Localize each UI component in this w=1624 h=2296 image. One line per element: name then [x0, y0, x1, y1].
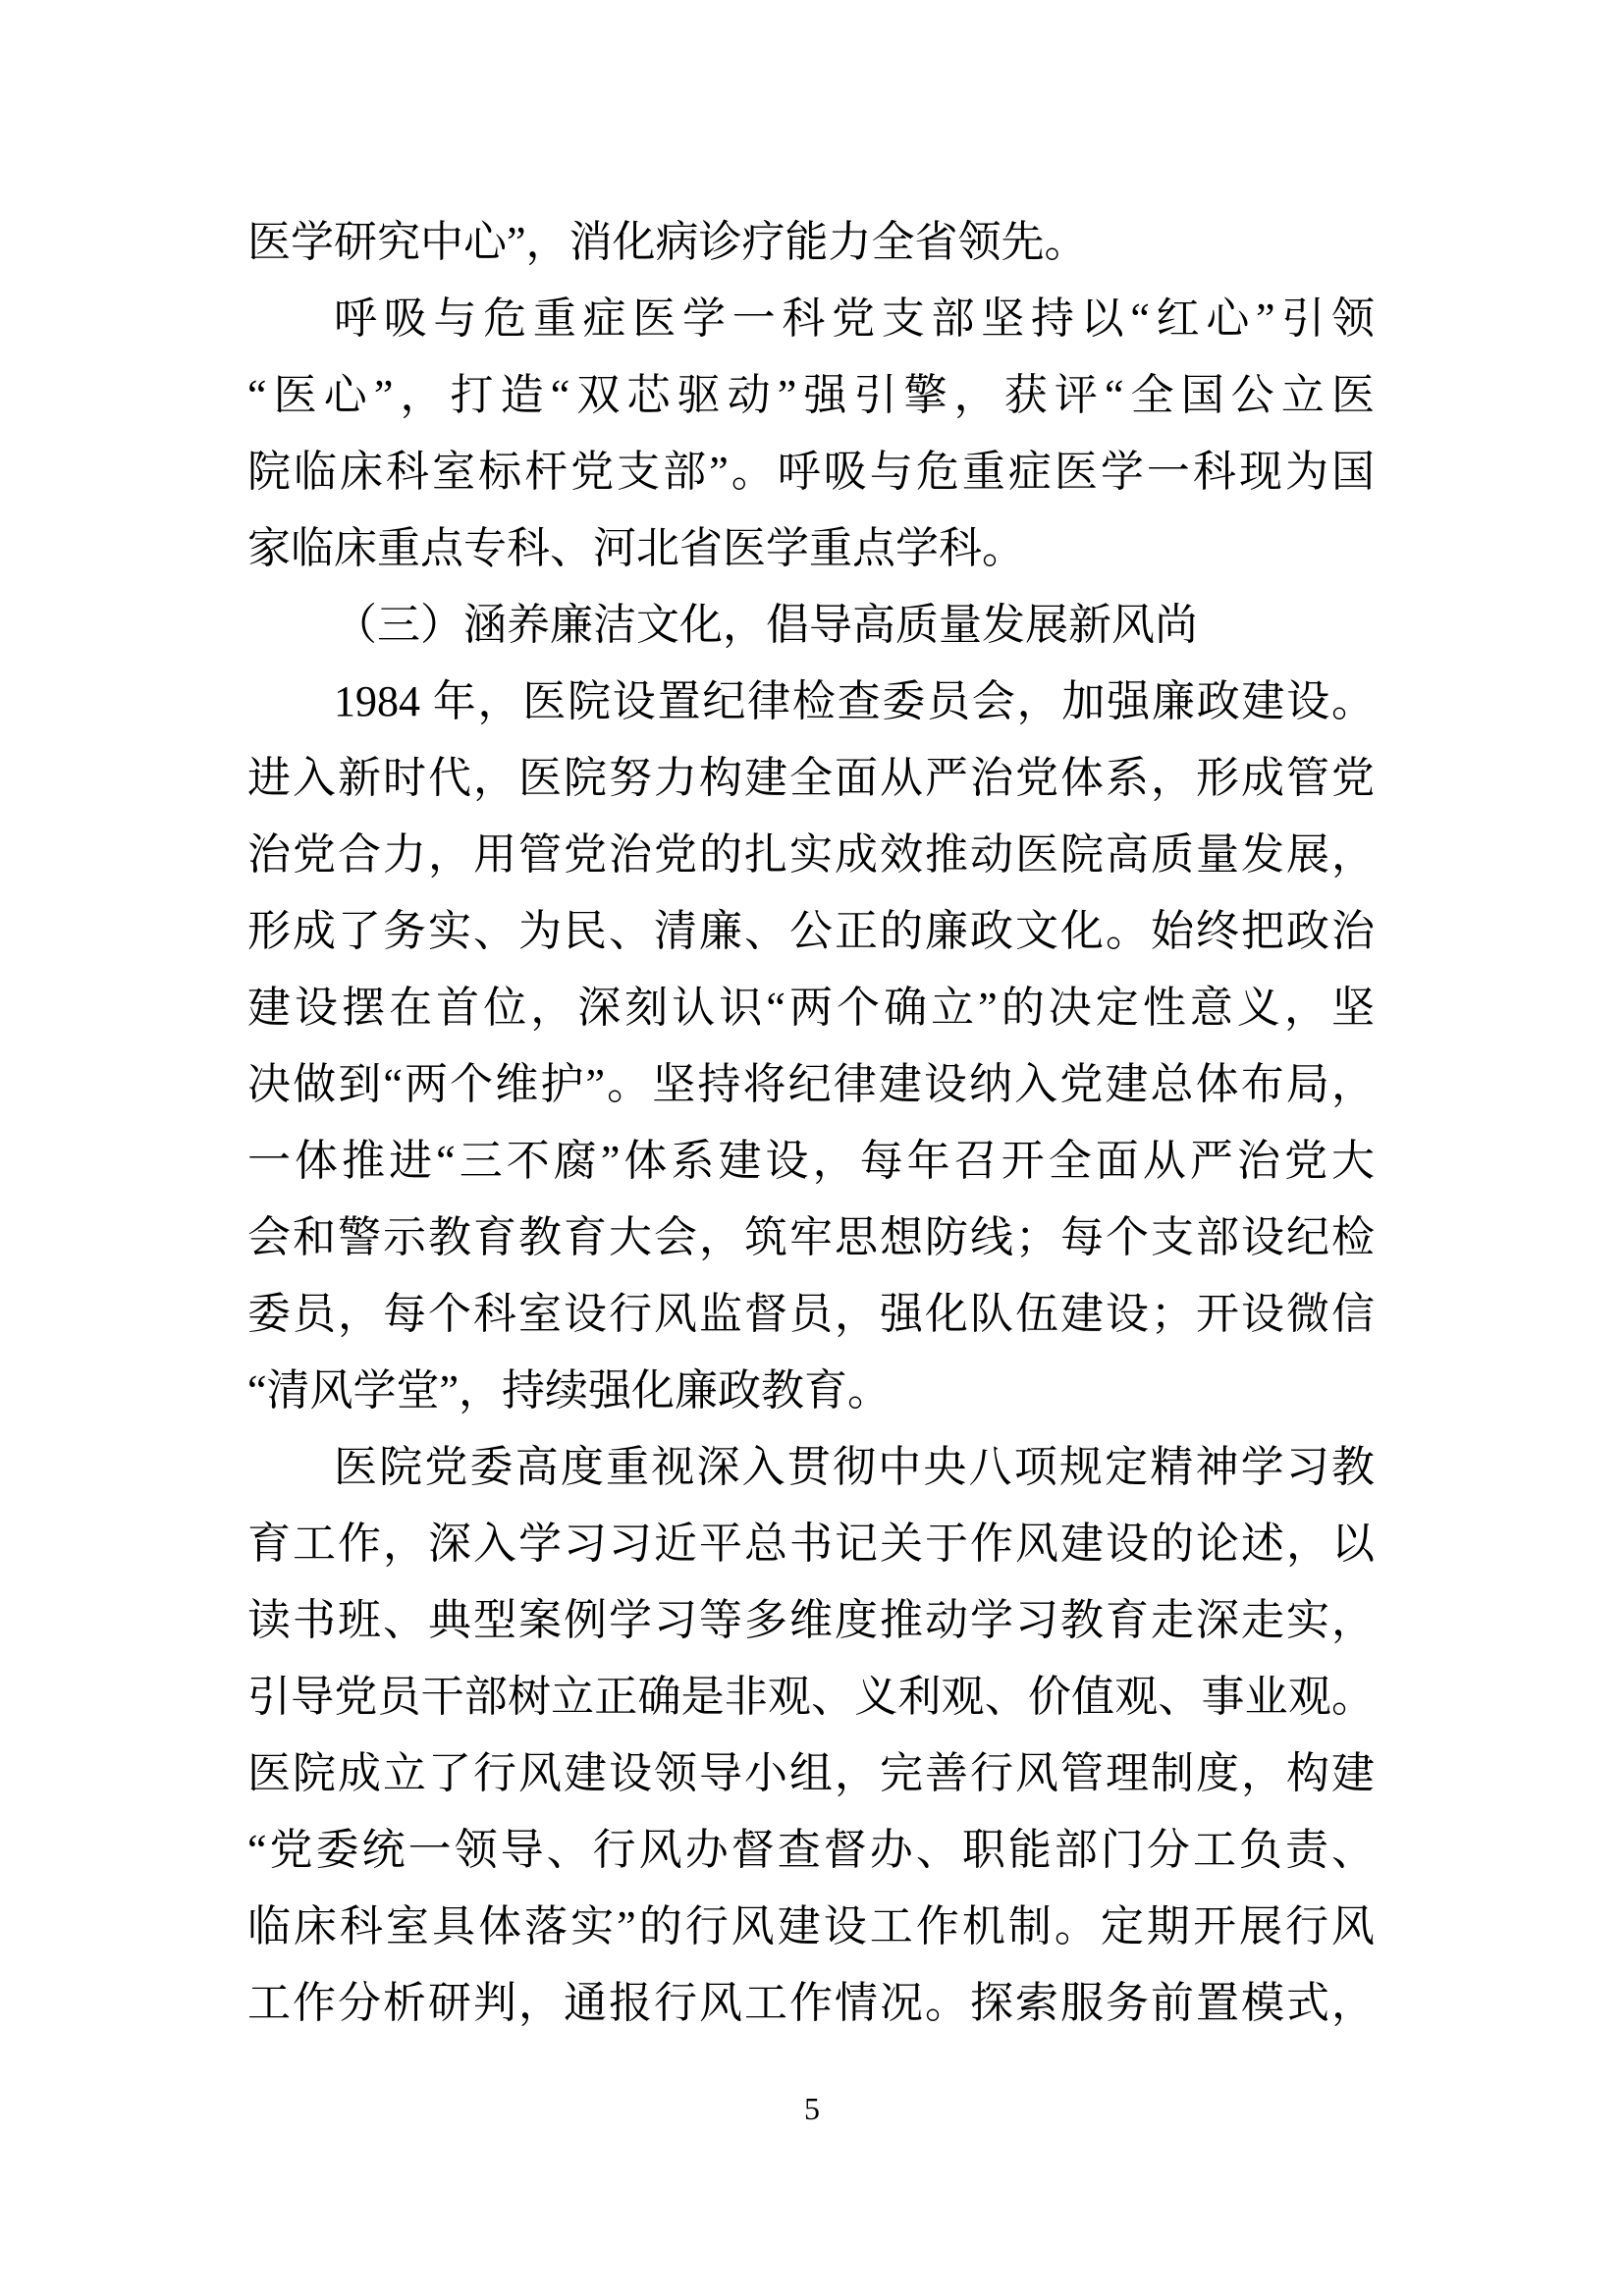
- text-line: 读书班、典型案例学习等多维度推动学习教育走深走实，: [247, 1596, 1375, 1644]
- text-line: 工作分析研判，通报行风工作情况。探索服务前置模式，: [247, 1979, 1375, 2027]
- text-line: 会和警示教育教育大会，筑牢思想防线；每个支部设纪检: [247, 1213, 1375, 1261]
- text-line: 引导党员干部树立正确是非观、义利观、价值观、事业观。: [247, 1673, 1375, 1721]
- text-line: 家临床重点专科、河北省医学重点学科。: [247, 524, 1025, 572]
- text-line: 育工作，深入学习习近平总书记关于作风建设的论述，以: [247, 1520, 1375, 1568]
- text-line: 形成了务实、为民、清廉、公正的廉政文化。始终把政治: [247, 907, 1375, 955]
- text-line: “医心”，打造“双芯驱动”强引擎，获评“全国公立医: [247, 371, 1375, 419]
- text-line: 委员，每个科室设行风监督员，强化队伍建设；开设微信: [247, 1290, 1375, 1338]
- text-line: 院临床科室标杆党支部”。呼吸与危重症医学一科现为国: [247, 448, 1375, 496]
- section-heading: （三）涵养廉洁文化，倡导高质量发展新风尚: [334, 601, 1198, 649]
- document-body: [247, 204, 1375, 2042]
- text-line: 医学研究中心”，消化病诊疗能力全省领先。: [247, 218, 1088, 266]
- text-line: 决做到“两个维护”。坚持将纪律建设纳入党建总体布局，: [247, 1060, 1375, 1108]
- text-line: “党委统一领导、行风办督查督办、职能部门分工负责、: [247, 1826, 1375, 1874]
- text-line: 一体推进“三不腐”体系建设，每年召开全面从严治党大: [247, 1137, 1375, 1185]
- text-line: 医院成立了行风建设领导小组，完善行风管理制度，构建: [247, 1749, 1375, 1797]
- text-line: 1984 年，医院设置纪律检查委员会，加强廉政建设。: [334, 677, 1375, 725]
- text-line: 临床科室具体落实”的行风建设工作机制。定期开展行风: [247, 1902, 1375, 1950]
- text-line: 呼吸与危重症医学一科党支部坚持以“红心”引领: [334, 294, 1375, 343]
- page-number: 5: [804, 2091, 820, 2126]
- text-line: 治党合力，用管党治党的扎实成效推动医院高质量发展，: [247, 830, 1375, 879]
- text-line: 建设摆在首位，深刻认识“两个确立”的决定性意义，坚: [247, 984, 1375, 1032]
- text-line: “清风学堂”，持续强化廉政教育。: [247, 1366, 892, 1415]
- text-line: 进入新时代，医院努力构建全面从严治党体系，形成管党: [247, 754, 1375, 802]
- text-line: 医院党委高度重视深入贯彻中央八项规定精神学习教: [334, 1443, 1375, 1491]
